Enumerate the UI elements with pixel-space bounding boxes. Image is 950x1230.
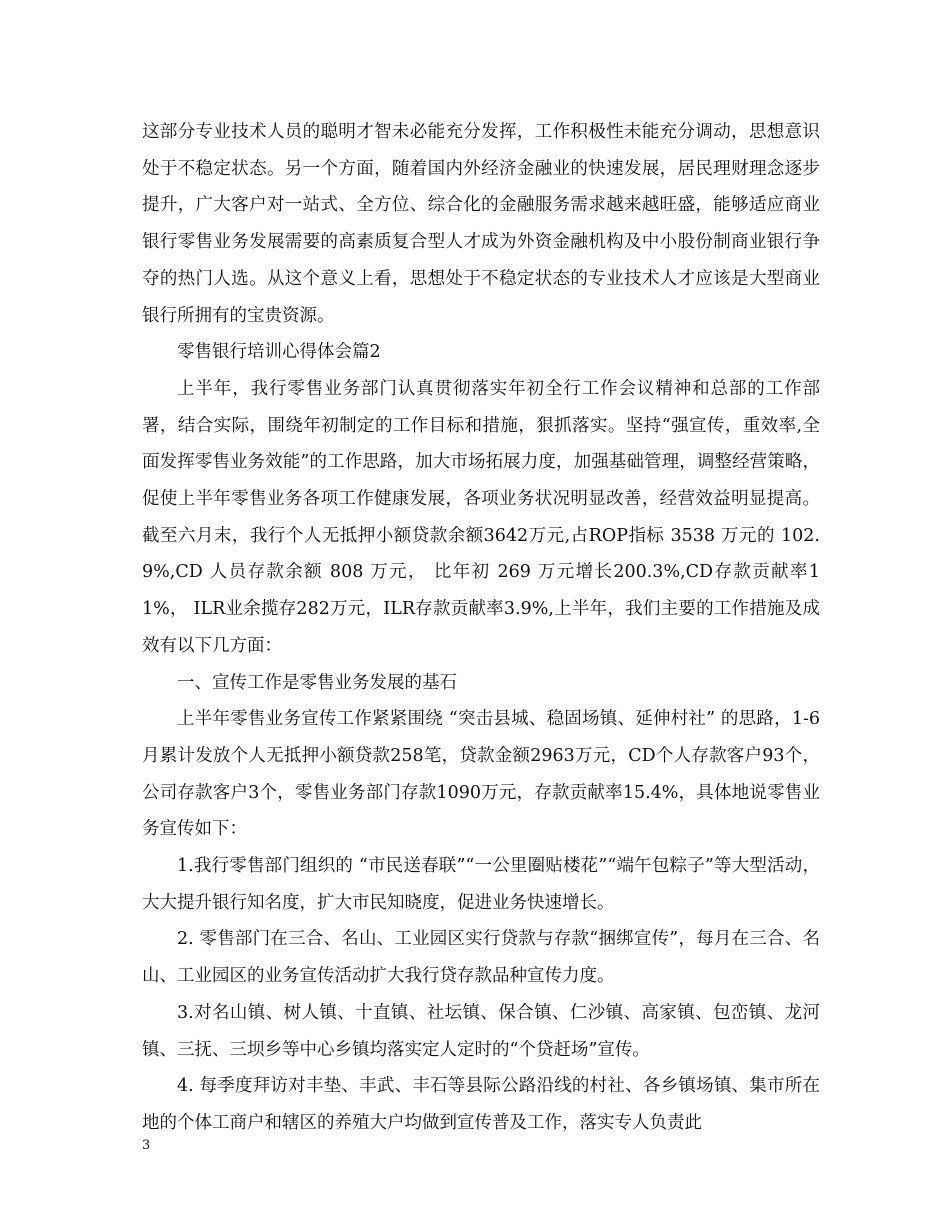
list-item-2: 2. 零售部门在三合、名山、工业园区实行贷款与存款“捆绑宣传”，每月在三合、名山、工业园区的业务宣传活动扩大我行贷存款品种宣传力度。 bbox=[142, 929, 820, 987]
list-item-4: 4. 每季度拜访对丰垫、丰武、丰石等县际公路沿线的村社、各乡镇场镇、集市所在地的个体工商户和辖区的养殖大户均做到宣传普及工作，落实专人负责此 bbox=[142, 1076, 820, 1133]
body-text bbox=[142, 114, 820, 1142]
paragraph-first-half-summary: 上半年，我行零售业务部门认真贯彻落实年初全行工作会议精神和总部的工作部署，结合实际，围绕年初制定的工作目标和措施，狠抓落实。坚持“强宣传，重效率,全面发挥零售业务效能”的工作思路，加大市场拓展力度，加强基础管理，调整经营策略，促使上半年零售业务各项工作健康发展，各项业务状况明显改善，经营效益明显提高。截至六月末，我行个人无抵押小额贷款余额3642万元,占ROP指标 3538 万元的 102.9%,CD 人员存款余额 808 万元， 比年初 269 万元增长200.3%,CD存款贡献率11%， ILR业余揽存282万元，ILR存款贡献率3.9%,上半年，我们主要的工作措施及成效有以下几方面： bbox=[142, 378, 820, 656]
paragraph-publicity-overview: 上半年零售业务宣传工作紧紧围绕 “突击县城、稳固场镇、延伸村社” 的思路，1-6月累计发放个人无抵押小额贷款258笔，贷款金额2963万元，CD个人存款客户93个，公司存款客户3个，零售业务部门存款1090万元，存款贡献率15.4%，具体地说零售业务宣传如下： bbox=[142, 709, 820, 840]
paragraph-continuation: 这部分专业技术人员的聪明才智未必能充分发挥，工作积极性未能充分调动，思想意识处于不稳定状态。另一个方面，随着国内外经济金融业的快速发展，居民理财理念逐步提升，广大客户对一站式、全方位、综合化的金融服务需求越来越旺盛，能够适应商业银行零售业务发展需要的高素质复合型人才成为外资金融机构及中小股份制商业银行争夺的热门人选。从这个意义上看，思想处于不稳定状态的专业技术人才应该是大型商业银行所拥有的宝贵资源。 bbox=[142, 122, 820, 326]
section-heading-publicity: 一、宣传工作是零售业务发展的基石 bbox=[177, 672, 457, 693]
page-number: 3 bbox=[142, 1138, 151, 1153]
list-item-3: 3.对名山镇、树人镇、十直镇、社坛镇、保合镇、仁沙镇、高家镇、包峦镇、龙河镇、三抚、三坝乡等中心乡镇均落实定人定时的“个贷赶场”宣传。 bbox=[142, 1002, 820, 1060]
list-item-1: 1.我行零售部门组织的 “市民送春联”“一公里圈贴楼花”“端午包粽子”等大型活动，大大提升银行知名度，扩大市民知晓度，促进业务快速增长。 bbox=[142, 856, 820, 913]
section-title-part-2: 零售银行培训心得体会篇2 bbox=[177, 342, 381, 363]
